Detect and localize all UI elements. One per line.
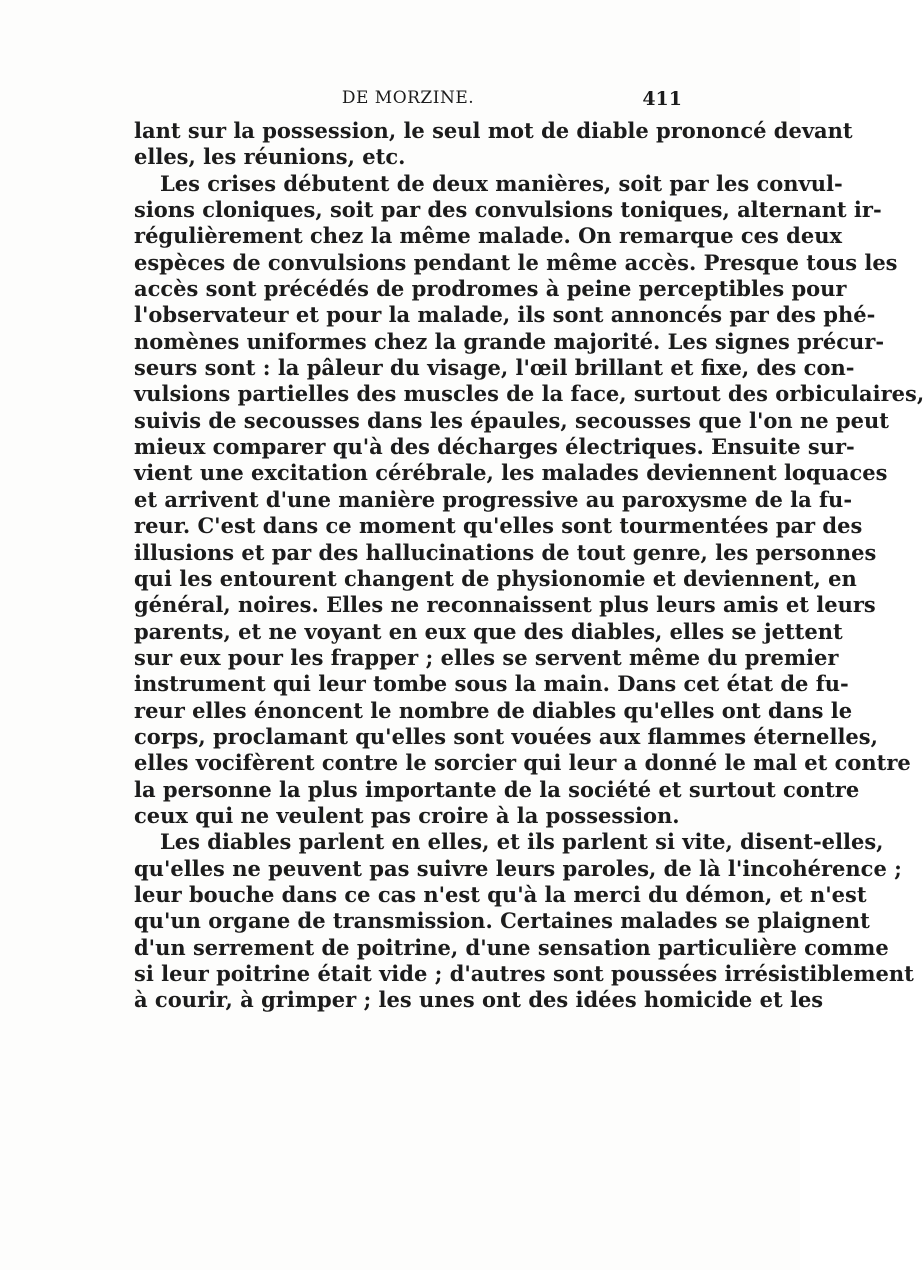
- running-head: [134, 88, 682, 112]
- text-line: qu'elles ne peuvent pas suivre leurs paroles, de là l'incohérence ;: [134, 855, 902, 881]
- text-line: à courir, à grimper ; les unes ont des idées homicide et les: [134, 987, 824, 1013]
- text-line: leur bouche dans ce cas n'est qu'à la merci du démon, et n'est: [134, 881, 867, 907]
- text-line: mieux comparer qu'à des décharges électriques. Ensuite sur-: [134, 434, 855, 460]
- text-line: elles, les réunions, etc.: [134, 144, 406, 170]
- text-line: corps, proclamant qu'elles sont vouées aux flammes éternelles,: [134, 723, 878, 749]
- text-line: sions cloniques, soit par des convulsions toniques, alternant ir-: [134, 197, 882, 223]
- text-line: vient une excitation cérébrale, les malades deviennent loquaces: [134, 460, 888, 486]
- text-line: la personne la plus importante de la société et surtout contre: [134, 776, 860, 802]
- text-line: seurs sont : la pâleur du visage, l'œil brillant et fixe, des con-: [134, 355, 855, 381]
- text-line: elles vocifèrent contre le sorcier qui leur a donné le mal et contre: [134, 750, 911, 776]
- running-title: DE MORZINE.: [341, 88, 475, 108]
- text-line: instrument qui leur tombe sous la main. Dans cet état de fu-: [134, 671, 849, 697]
- text-line: d'un serrement de poitrine, d'une sensation particulière comme: [134, 934, 889, 960]
- paragraph-start-line: Les crises débutent de deux manières, soit par les convul-: [160, 170, 843, 196]
- text-line: et arrivent d'une manière progressive au paroxysme de la fu-: [134, 486, 853, 512]
- text-line: accès sont précédés de prodromes à peine perceptibles pour: [134, 276, 847, 302]
- text-line: si leur poitrine était vide ; d'autres sont poussées irrésistiblement: [134, 961, 914, 986]
- text-line: régulièrement chez la même malade. On remarque ces deux: [134, 223, 843, 249]
- text-line: parents, et ne voyant en eux que des diables, elles se jettent: [134, 618, 843, 644]
- text-line: illusions et par des hallucinations de tout genre, les personnes: [134, 539, 877, 565]
- text-line: vulsions partielles des muscles de la face, surtout des orbiculaires,: [134, 381, 924, 407]
- text-line: qu'un organe de transmission. Certaines malades se plaignent: [134, 908, 870, 934]
- text-line: sur eux pour les frapper ; elles se servent même du premier: [134, 644, 839, 670]
- text-line: lant sur la possession, le seul mot de diable prononcé devant: [134, 118, 853, 143]
- text-line: suivis de secousses dans les épaules, secousses que l'on ne peut: [134, 407, 889, 433]
- page-number: 411: [642, 88, 682, 110]
- text-line: reur. C'est dans ce moment qu'elles sont tourmentées par des: [134, 513, 863, 539]
- paragraph-start-line: Les diables parlent en elles, et ils parlent si vite, disent-elles,: [160, 829, 884, 855]
- text-line: qui les entourent changent de physionomie et deviennent, en: [134, 565, 857, 591]
- text-line: ceux qui ne veulent pas croire à la possession.: [134, 802, 680, 828]
- text-line: nomènes uniformes chez la grande majorité. Les signes précur-: [134, 328, 885, 354]
- text-line: reur elles énoncent le nombre de diables qu'elles ont dans le: [134, 697, 853, 723]
- text-line: général, noires. Elles ne reconnaissent plus leurs amis et leurs: [134, 592, 876, 618]
- text-line: l'observateur et pour la malade, ils sont annoncés par des phé-: [134, 302, 876, 328]
- body-text: [134, 118, 924, 1014]
- text-line: espèces de convulsions pendant le même accès. Presque tous les: [134, 249, 898, 275]
